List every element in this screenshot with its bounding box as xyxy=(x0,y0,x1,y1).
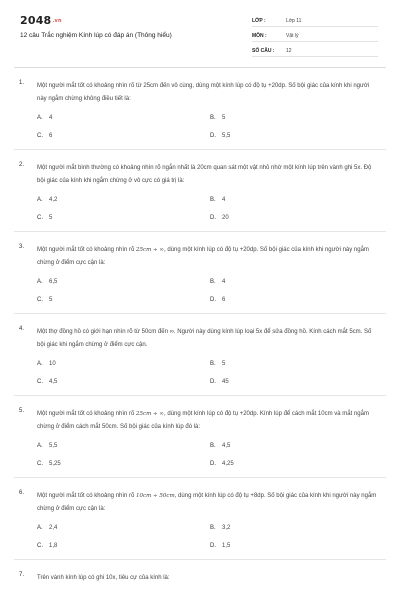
option-value: 5 xyxy=(49,215,53,221)
option-value: 5 xyxy=(49,297,53,303)
option-letter: A. xyxy=(37,443,43,449)
math-expression: 25cm ÷ ∞ xyxy=(136,411,164,417)
option-letter: D. xyxy=(210,461,216,467)
answer-option[interactable] xyxy=(210,115,378,121)
question-number: 1. xyxy=(19,80,25,86)
question-text: Một người mắt tốt có khoảng nhìn rõ từ 25cm đến vô cùng, dùng một kính lúp có độ tụ +20dp. Số bội giác của kính khi người này ngắm chừng không điều tiết là: xyxy=(37,83,370,102)
answer-option[interactable] xyxy=(210,543,378,549)
option-value: 5 xyxy=(222,361,226,367)
question-text-part: , dùng một kính lúp có độ tụ +20dp. Kính lúp để cách mắt 10cm và mắt ngắm chừng ở điểm cách mắt 50cm. Số bội giác của kính lúp đó là: xyxy=(37,411,369,430)
question-item xyxy=(0,80,400,139)
option-letter: A. xyxy=(37,115,43,121)
answer-option[interactable] xyxy=(210,133,378,139)
answer-option[interactable] xyxy=(37,461,210,467)
option-letter: D. xyxy=(210,133,216,139)
answer-option[interactable] xyxy=(210,197,378,203)
document-header xyxy=(0,0,400,60)
meta-table xyxy=(252,12,378,57)
question-text: Trên vành kính lúp có ghi 10x, tiêu cự của kính là: xyxy=(37,575,170,581)
math-expression: 10cm ÷ 50cm xyxy=(136,493,175,499)
option-value: 2,4 xyxy=(49,525,58,531)
answer-option[interactable] xyxy=(210,297,378,303)
math-expression: 25cm ÷ ∞ xyxy=(136,247,164,253)
option-letter: A. xyxy=(37,197,43,203)
question-item xyxy=(0,408,400,467)
answer-option[interactable] xyxy=(210,461,378,467)
question-divider xyxy=(14,149,386,150)
option-value: 5,5 xyxy=(49,443,58,449)
option-value: 20 xyxy=(222,215,229,221)
question-item xyxy=(0,162,400,221)
option-letter: C. xyxy=(37,461,43,467)
question-text xyxy=(37,490,378,515)
answer-option[interactable] xyxy=(37,279,210,285)
question-text-part: , dùng một kính lúp có độ tụ +20dp. Số bội giác của kính khi người này ngắm chừng ở điểm cực cận là: xyxy=(37,247,369,266)
question-divider xyxy=(14,477,386,478)
option-value: 6 xyxy=(222,297,226,303)
question-divider xyxy=(14,313,386,314)
question-number: 2. xyxy=(19,162,25,168)
question-item xyxy=(0,326,400,385)
question-divider xyxy=(14,559,386,560)
option-letter: D. xyxy=(210,215,216,221)
option-value: 45 xyxy=(222,379,229,385)
question-list xyxy=(0,80,400,585)
option-value: 4 xyxy=(222,197,226,203)
answer-options xyxy=(37,525,378,549)
option-value: 4,5 xyxy=(222,443,231,449)
option-value: 6 xyxy=(49,133,53,139)
question-text xyxy=(37,408,378,433)
option-letter: C. xyxy=(37,379,43,385)
meta-value: 12 xyxy=(286,48,292,54)
question-text: Một thợ đồng hồ có giới hạn nhìn rõ từ 50cm đến ∞. Người này dùng kính lúp loại 5x để sửa đồng hồ. Kính cách mắt 5cm. Số bội giác khi ngắm chừng ở điểm cực cận. xyxy=(37,329,372,348)
answer-option[interactable] xyxy=(37,443,210,449)
answer-option[interactable] xyxy=(37,379,210,385)
option-letter: C. xyxy=(37,215,43,221)
question-divider xyxy=(14,395,386,396)
option-value: 1,8 xyxy=(49,543,58,549)
option-value: 5 xyxy=(222,115,226,121)
option-letter: C. xyxy=(37,133,43,139)
answer-option[interactable] xyxy=(37,197,210,203)
question-text-part: , dùng một kính lúp có độ tụ +8dp. Số bội giác của kính khi người này ngắm chừng ở điểm cực cận là: xyxy=(37,493,377,512)
question-number: 5. xyxy=(19,408,25,414)
option-value: 10 xyxy=(49,361,56,367)
answer-options xyxy=(37,443,378,467)
question-number: 7. xyxy=(19,572,25,578)
meta-label: LỚP : xyxy=(252,18,266,24)
option-letter: D. xyxy=(210,543,216,549)
option-value: 5,25 xyxy=(49,461,61,467)
option-value: 4,2 xyxy=(49,197,58,203)
question-text-part: Một người mắt tốt có khoảng nhìn rõ xyxy=(37,247,137,253)
option-letter: B. xyxy=(210,525,216,531)
question-item xyxy=(0,244,400,303)
option-value: 4,25 xyxy=(222,461,234,467)
option-letter: D. xyxy=(210,297,216,303)
option-value: 4 xyxy=(222,279,226,285)
option-letter: C. xyxy=(37,543,43,549)
option-value: 5,5 xyxy=(222,133,231,139)
question-number: 4. xyxy=(19,326,25,332)
meta-row-subject xyxy=(252,27,378,42)
option-letter: B. xyxy=(210,361,216,367)
option-letter: D. xyxy=(210,379,216,385)
option-letter: B. xyxy=(210,115,216,121)
option-value: 3,2 xyxy=(222,525,231,531)
answer-option[interactable] xyxy=(210,361,378,367)
answer-options xyxy=(37,115,378,139)
meta-label: SỐ CÂU : xyxy=(252,48,275,54)
answer-options xyxy=(37,279,378,303)
question-item xyxy=(0,572,400,585)
option-letter: A. xyxy=(37,361,43,367)
question-divider xyxy=(14,231,386,232)
question-text-part: Một người mắt tốt có khoảng nhìn rõ xyxy=(37,493,137,499)
meta-label: MÔN : xyxy=(252,33,267,39)
option-value: 4,5 xyxy=(49,379,58,385)
answer-options xyxy=(37,361,378,385)
option-letter: A. xyxy=(37,279,43,285)
answer-option[interactable] xyxy=(37,543,210,549)
header-divider xyxy=(14,67,386,68)
site-logo[interactable] xyxy=(20,14,62,27)
option-value: 1,5 xyxy=(222,543,231,549)
logo-text: 2048 xyxy=(20,14,52,27)
answer-option[interactable] xyxy=(37,215,210,221)
answer-option[interactable] xyxy=(37,133,210,139)
meta-row-class xyxy=(252,12,378,27)
answer-option[interactable] xyxy=(37,361,210,367)
answer-options xyxy=(37,197,378,221)
option-value: 6,5 xyxy=(49,279,58,285)
document-title: 12 câu Trắc nghiệm Kính lúp có đáp án (Thông hiểu) xyxy=(20,32,172,39)
option-letter: C. xyxy=(37,297,43,303)
answer-option[interactable] xyxy=(210,525,378,531)
option-letter: B. xyxy=(210,443,216,449)
logo-suffix: .vn xyxy=(52,18,62,24)
meta-row-count xyxy=(252,42,378,57)
option-letter: B. xyxy=(210,197,216,203)
answer-option[interactable] xyxy=(210,443,378,449)
meta-value: Lớp 11 xyxy=(286,18,302,24)
question-text-part: Một người mắt tốt có khoảng nhìn rõ xyxy=(37,411,137,417)
answer-option[interactable] xyxy=(37,115,210,121)
question-item xyxy=(0,490,400,549)
option-letter: B. xyxy=(210,279,216,285)
answer-option[interactable] xyxy=(37,297,210,303)
answer-option[interactable] xyxy=(37,525,210,531)
meta-value: Vật lý xyxy=(286,33,299,39)
option-value: 4 xyxy=(49,115,53,121)
answer-option[interactable] xyxy=(210,215,378,221)
question-text xyxy=(37,244,378,269)
question-number: 6. xyxy=(19,490,25,496)
answer-option[interactable] xyxy=(210,379,378,385)
question-text: Một người mắt bình thường có khoảng nhìn rõ ngắn nhất là 20cm quan sát một vật nhỏ nhờ một kính lúp trên vành ghi 5x. Độ bội giác của kính khi ngắm chừng ở vô cực có giá trị là: xyxy=(37,165,372,184)
option-letter: A. xyxy=(37,525,43,531)
answer-option[interactable] xyxy=(210,279,378,285)
question-number: 3. xyxy=(19,244,25,250)
